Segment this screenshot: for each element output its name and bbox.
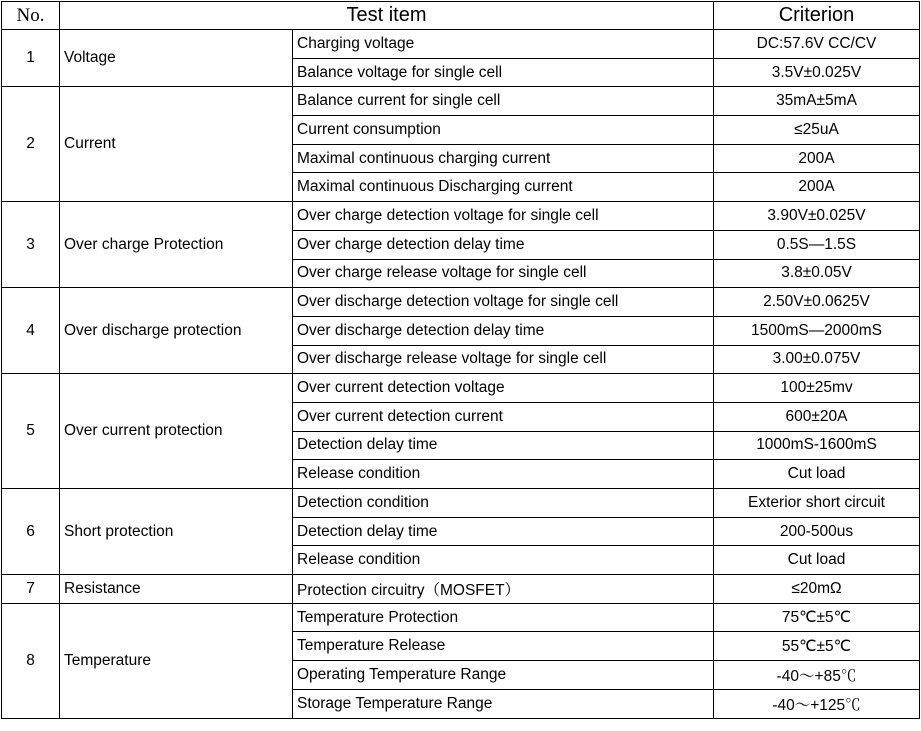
sub-item: Charging voltage — [293, 30, 714, 59]
spec-body — [2, 30, 920, 719]
group-number: 7 — [2, 575, 60, 604]
criterion-value: 3.90V±0.025V — [714, 202, 920, 231]
group-test-item: Temperature — [60, 603, 293, 718]
sub-item: Detection delay time — [293, 431, 714, 460]
criterion-value: 200A — [714, 144, 920, 173]
group-number: 1 — [2, 30, 60, 87]
table-row — [2, 575, 920, 604]
group-test-item: Resistance — [60, 575, 293, 604]
criterion-value: 3.00±0.075V — [714, 345, 920, 374]
sub-item: Temperature Protection — [293, 603, 714, 632]
criterion-value: 1000mS-1600mS — [714, 431, 920, 460]
sub-item: Detection delay time — [293, 517, 714, 546]
criterion-value: -40～+85℃ — [714, 661, 920, 690]
group-test-item: Over current protection — [60, 374, 293, 489]
table-row — [2, 603, 920, 632]
sub-item: Over current detection voltage — [293, 374, 714, 403]
header-criterion: Criterion — [714, 2, 920, 30]
sub-item: Balance voltage for single cell — [293, 58, 714, 87]
sub-item: Over current detection current — [293, 402, 714, 431]
criterion-value: DC:57.6V CC/CV — [714, 30, 920, 59]
criterion-value: 35mA±5mA — [714, 87, 920, 116]
group-test-item: Current — [60, 87, 293, 202]
criterion-value: Exterior short circuit — [714, 489, 920, 518]
group-number: 6 — [2, 489, 60, 575]
table-row — [2, 30, 920, 59]
sub-item: Balance current for single cell — [293, 87, 714, 116]
sub-item: Over charge release voltage for single cell — [293, 259, 714, 288]
sub-item: Maximal continuous charging current — [293, 144, 714, 173]
table-row — [2, 489, 920, 518]
sub-item: Over discharge detection voltage for single cell — [293, 288, 714, 317]
sub-item: Operating Temperature Range — [293, 661, 714, 690]
criterion-value: 3.5V±0.025V — [714, 58, 920, 87]
spec-table — [1, 1, 920, 719]
sub-item: Over discharge release voltage for single cell — [293, 345, 714, 374]
sub-item: Maximal continuous Discharging current — [293, 173, 714, 202]
criterion-value: 200A — [714, 173, 920, 202]
group-number: 8 — [2, 603, 60, 718]
sub-item: Release condition — [293, 460, 714, 489]
sub-item: Protection circuitry（MOSFET） — [293, 575, 714, 604]
group-number: 3 — [2, 202, 60, 288]
criterion-value: 600±20A — [714, 402, 920, 431]
sub-item: Over charge detection voltage for single cell — [293, 202, 714, 231]
criterion-value: ≤25uA — [714, 116, 920, 145]
group-test-item: Over discharge protection — [60, 288, 293, 374]
header-test-item: Test item — [60, 2, 714, 30]
criterion-value: Cut load — [714, 460, 920, 489]
criterion-value: 100±25mv — [714, 374, 920, 403]
group-test-item: Over charge Protection — [60, 202, 293, 288]
table-row — [2, 202, 920, 231]
sub-item: Over charge detection delay time — [293, 230, 714, 259]
criterion-value: 2.50V±0.0625V — [714, 288, 920, 317]
table-row — [2, 87, 920, 116]
table-row — [2, 288, 920, 317]
criterion-value: 1500mS—2000mS — [714, 316, 920, 345]
group-number: 4 — [2, 288, 60, 374]
group-test-item: Short protection — [60, 489, 293, 575]
header-row — [2, 2, 920, 30]
group-number: 2 — [2, 87, 60, 202]
group-test-item: Voltage — [60, 30, 293, 87]
criterion-value: 75℃±5℃ — [714, 603, 920, 632]
sub-item: Release condition — [293, 546, 714, 575]
criterion-value: Cut load — [714, 546, 920, 575]
sub-item: Temperature Release — [293, 632, 714, 661]
criterion-value: 55℃±5℃ — [714, 632, 920, 661]
sub-item: Detection condition — [293, 489, 714, 518]
criterion-value: 3.8±0.05V — [714, 259, 920, 288]
sub-item: Over discharge detection delay time — [293, 316, 714, 345]
criterion-value: 0.5S—1.5S — [714, 230, 920, 259]
group-number: 5 — [2, 374, 60, 489]
criterion-value: ≤20mΩ — [714, 575, 920, 604]
criterion-value: -40～+125℃ — [714, 689, 920, 718]
table-row — [2, 374, 920, 403]
sub-item: Storage Temperature Range — [293, 689, 714, 718]
header-no: No. — [2, 2, 60, 30]
criterion-value: 200-500us — [714, 517, 920, 546]
sub-item: Current consumption — [293, 116, 714, 145]
